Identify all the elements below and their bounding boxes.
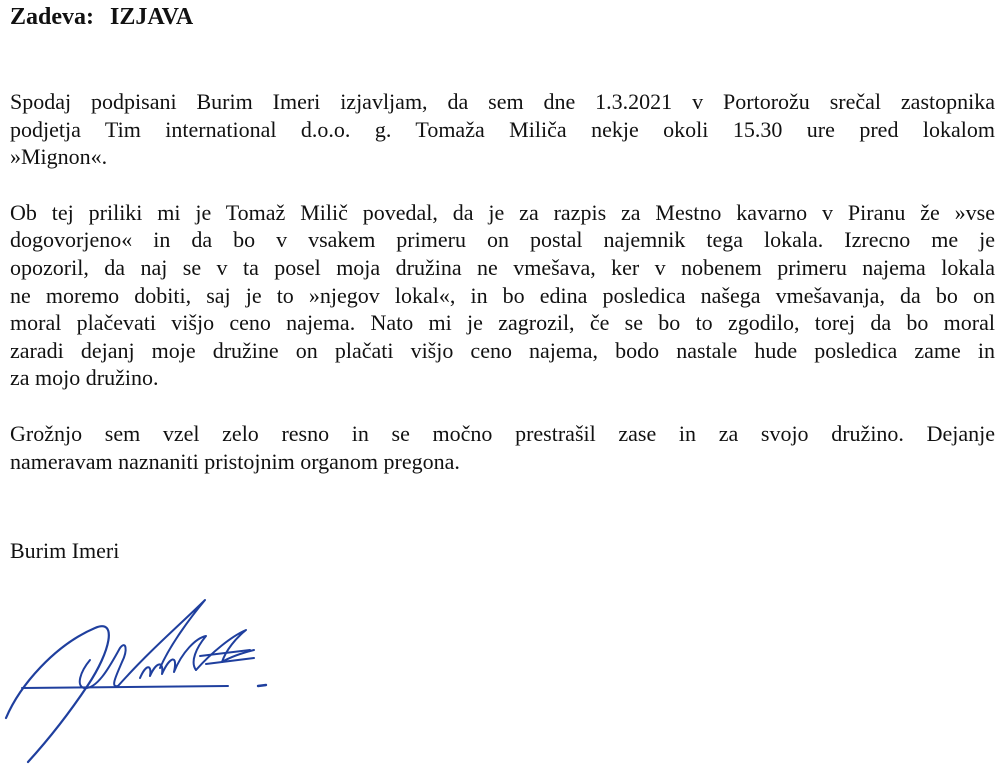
- text-line: Spodaj podpisani Burim Imeri izjavljam, da sem dne 1.3.2021 v Portorožu srečal zastopnika: [10, 89, 995, 114]
- statement-body: [10, 88, 995, 503]
- text-line: Grožnjo sem vzel zelo resno in se močno prestrašil zase in za svojo družino. Dejanje: [10, 420, 995, 446]
- text-line: »Mignon«.: [10, 144, 108, 170]
- paragraph-conclusion: [10, 420, 995, 475]
- text-line: Ob tej priliki mi je Tomaž Milič povedal, da je za razpis za Mestno kavarno v Piranu že »vse: [10, 199, 995, 225]
- text-line: podjetja Tim international d.o.o. g. Tomaža Miliča nekje okoli 15.30 ure pred lokalom: [10, 116, 995, 142]
- signatory-name: Burim Imeri: [10, 538, 120, 563]
- document-title: IZJAVA: [110, 4, 194, 30]
- signature-strokes: [6, 600, 266, 762]
- text-line: zaradi dejanj moje družine on plačati višjo ceno najema, bodo nastale hude posledica zame in: [10, 337, 995, 363]
- text-line: opozoril, da naj se v ta posel moja družina ne vmešava, ker v nobenem primeru najema lokala: [10, 254, 995, 280]
- handwritten-signature: [0, 590, 290, 771]
- text-line: nameravam naznaniti pristojnim organom pregona.: [10, 448, 460, 474]
- paragraph-threat: [10, 199, 995, 392]
- subject-line: [10, 2, 193, 32]
- text-line: moral plačevati višjo ceno najema. Nato mi je zagrozil, če se bo to zgodilo, torej da bo moral: [10, 310, 995, 336]
- paragraph-meeting: [10, 88, 995, 171]
- text-line: dogovorjeno« in da bo v vsakem primeru on postal najemnik tega lokala. Izrecno me je: [10, 227, 995, 253]
- subject-label: Zadeva:: [10, 4, 94, 30]
- text-line: ne moremo dobiti, saj je to »njegov lokal«, in bo edina posledica našega vmešavanja, da bo on: [10, 282, 995, 308]
- text-line: za mojo družino.: [10, 365, 159, 391]
